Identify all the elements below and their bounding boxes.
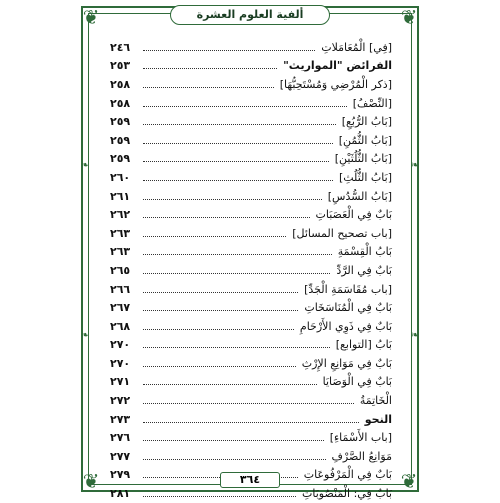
toc-entry-page: ٢٧٣: [110, 412, 131, 426]
toc-entry-page: ٢٦٧: [110, 301, 131, 315]
corner-ornament-icon: ❦: [400, 469, 418, 493]
toc-entry-title: [بَابُ الثُّمُنِ]: [338, 133, 392, 147]
toc-entry-page: ٢٥٨: [110, 96, 131, 110]
side-ornament-icon: ❧: [410, 330, 420, 341]
toc-entry-title: بَابٌ فِي الْمُنَاسَخَاتِ: [304, 301, 392, 315]
leader-dots: [143, 310, 298, 311]
toc-entry-page: ٢٥٩: [110, 133, 131, 147]
toc-row: [110, 261, 392, 280]
toc-entry-page: ٢٤٦: [110, 40, 131, 54]
toc-entry-page: ٢٥٩: [110, 152, 131, 166]
toc-entry-page: ٢٧٢: [110, 394, 131, 408]
leader-dots: [143, 496, 296, 497]
toc-entry-title: بَابُ الْقِسْمَةِ: [337, 245, 392, 259]
toc-entry-title: النحو: [364, 412, 392, 426]
side-ornament-icon: ❧: [80, 330, 90, 341]
toc-row: [110, 410, 392, 429]
toc-row: [110, 150, 392, 169]
leader-dots: [143, 366, 296, 367]
toc-entry-title: بَابٌ فِي الْمَرْفُوعَاتِ: [303, 468, 392, 482]
toc-entry-title: بَابٌ فِي مَوَانِعِ الإِرْثِ: [301, 356, 392, 370]
toc-entry-page: ٢٥٨: [110, 77, 131, 91]
toc-row: [110, 336, 392, 355]
toc-entry-title: [النِّصْفُ]: [352, 96, 392, 110]
corner-ornament-icon: ❦: [82, 5, 100, 29]
toc-row: [110, 168, 392, 187]
toc-entry-page: ٢٦٥: [110, 263, 131, 277]
toc-entry-title: الفرائض "المواريث": [283, 59, 392, 73]
leader-dots: [143, 143, 333, 144]
toc-entry-title: [باب تصحيح المسائل]: [292, 226, 392, 240]
toc-entry-title: [بَابُ الرُّبُعِ]: [341, 115, 392, 129]
running-header: ألفية العلوم العشرة: [170, 5, 330, 25]
toc-entry-page: ٢٦٣: [110, 245, 131, 259]
leader-dots: [143, 254, 332, 255]
toc-entry-page: ٢٧٧: [110, 449, 131, 463]
side-ornament-icon: ❧: [410, 160, 420, 171]
leader-dots: [143, 403, 354, 404]
leader-dots: [143, 180, 333, 181]
corner-ornament-icon: ❦: [400, 5, 418, 29]
toc-row: [110, 38, 392, 57]
table-of-contents: [110, 38, 392, 503]
toc-entry-page: ٢٧٠: [110, 338, 131, 352]
toc-row: [110, 94, 392, 113]
toc-row: [110, 112, 392, 131]
toc-entry-title: بَابٌ فِي الْعَصَبَاتِ: [315, 208, 392, 222]
toc-row: [110, 75, 392, 94]
leader-dots: [143, 50, 315, 51]
leader-dots: [143, 68, 277, 69]
toc-entry-title: بَابٌ فِي ذَوِي الأَرْحَامِ: [299, 319, 392, 333]
toc-row: [110, 354, 392, 373]
toc-entry-title: بَابٌ فِي الْوَصَايَا: [322, 375, 392, 389]
leader-dots: [143, 199, 322, 200]
toc-entry-title: بَابُ [التوابع]: [335, 338, 392, 352]
leader-dots: [143, 384, 317, 385]
toc-row: [110, 280, 392, 299]
leader-dots: [143, 273, 330, 274]
leader-dots: [143, 292, 298, 293]
toc-entry-page: ٢٦٣: [110, 226, 131, 240]
toc-row: [110, 131, 392, 150]
toc-entry-title: [فِي] الْمُعَامَلاتِ: [321, 40, 392, 54]
toc-row: [110, 391, 392, 410]
leader-dots: [143, 217, 310, 218]
toc-entry-page: ٢٦٦: [110, 282, 131, 296]
toc-entry-page: ٢٧٠: [110, 356, 131, 370]
toc-row: [110, 187, 392, 206]
toc-entry-title: مَوَانِعُ الصَّرْفِ: [331, 449, 392, 463]
toc-entry-title: [باب الأَسْمَاءِ]: [329, 431, 392, 445]
leader-dots: [143, 440, 324, 441]
toc-row: [110, 317, 392, 336]
toc-row: [110, 57, 392, 76]
leader-dots: [143, 161, 329, 162]
page-number: ٣٦٤: [220, 472, 280, 488]
toc-entry-title: [بَابُ السُّدُسِ]: [327, 189, 392, 203]
toc-row: [110, 298, 392, 317]
leader-dots: [143, 422, 359, 423]
toc-entry-title: بَابٌ فِي الرَّدِّ: [336, 263, 392, 277]
toc-entry-page: ٢٨١: [110, 487, 131, 501]
leader-dots: [143, 236, 286, 237]
toc-entry-page: ٢٥٣: [110, 59, 131, 73]
toc-entry-page: ٢٧٦: [110, 431, 131, 445]
toc-entry-page: ٢٦٢: [110, 208, 131, 222]
toc-entry-title: [بَابُ الثُّلُثِ]: [338, 170, 392, 184]
toc-row: [110, 447, 392, 466]
leader-dots: [143, 347, 330, 348]
toc-entry-page: ٢٦٠: [110, 170, 131, 184]
leader-dots: [143, 124, 336, 125]
side-ornament-icon: ❧: [80, 160, 90, 171]
leader-dots: [143, 459, 326, 460]
toc-row: [110, 224, 392, 243]
toc-entry-title: الْخَاتِمَةُ: [359, 394, 392, 408]
toc-row: [110, 243, 392, 262]
toc-entry-page: ٢٧٩: [110, 468, 131, 482]
toc-row: [110, 205, 392, 224]
toc-entry-page: ٢٥٩: [110, 115, 131, 129]
leader-dots: [143, 106, 347, 107]
toc-entry-page: ٢٦٨: [110, 319, 131, 333]
toc-row: [110, 428, 392, 447]
toc-entry-title: [ذكر الْمُرْضِي وَمُسْتَحِبُّهَا]: [279, 77, 392, 91]
toc-entry-page: ٢٧١: [110, 375, 131, 389]
leader-dots: [143, 87, 274, 88]
corner-ornament-icon: ❦: [82, 469, 100, 493]
toc-entry-title: [باب مُقَاسَمَةِ الْجَدِّ]: [304, 282, 392, 296]
leader-dots: [143, 329, 294, 330]
toc-entry-title: [بَابُ الثُّلُثَيْنِ]: [334, 152, 392, 166]
toc-row: [110, 373, 392, 392]
toc-entry-page: ٢٦١: [110, 189, 131, 203]
toc-entry-title: بَابٌ فِي: الْمَنْصُوبَاتِ: [302, 487, 392, 501]
